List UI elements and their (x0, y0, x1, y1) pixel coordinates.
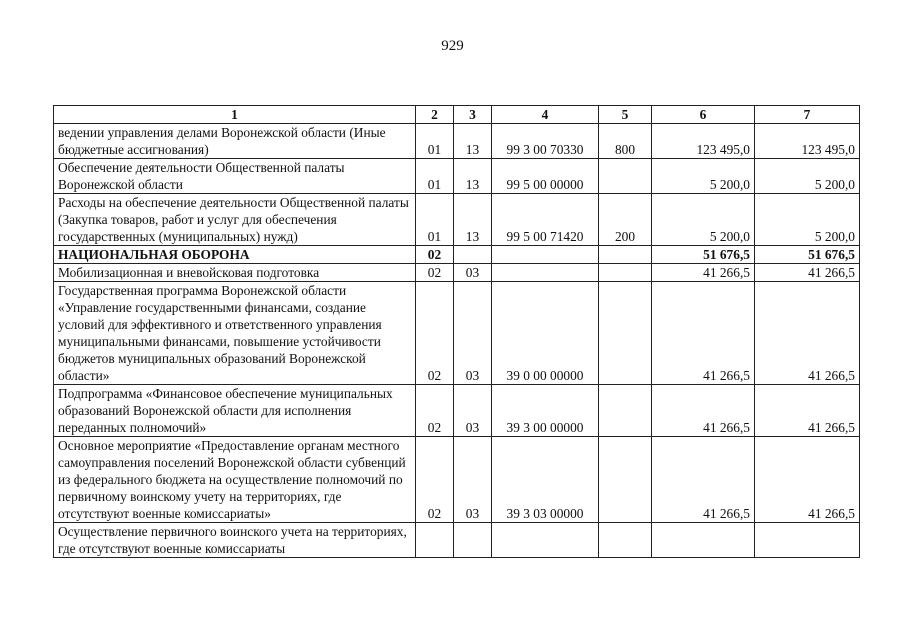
row-name: ведении управления делами Воронежской области (Иные бюджетные ассигнования) (54, 124, 416, 159)
row-expense-type (599, 246, 652, 264)
table-row (54, 159, 860, 194)
table-row (54, 264, 860, 282)
row-amount-2: 123 495,0 (755, 124, 860, 159)
row-expense-type (599, 437, 652, 523)
row-expense-type (599, 385, 652, 437)
row-amount-1: 41 266,5 (652, 437, 755, 523)
row-amount-2: 41 266,5 (755, 264, 860, 282)
row-section: 02 (416, 437, 454, 523)
table-row (54, 194, 860, 246)
row-amount-1: 5 200,0 (652, 159, 755, 194)
header-col-4: 4 (492, 106, 599, 124)
row-amount-1: 41 266,5 (652, 264, 755, 282)
row-target-article: 99 5 00 00000 (492, 159, 599, 194)
row-amount-2: 41 266,5 (755, 385, 860, 437)
row-expense-type (599, 159, 652, 194)
row-name: Обеспечение деятельности Общественной палаты Воронежской области (54, 159, 416, 194)
row-name: Мобилизационная и вневойсковая подготовка (54, 264, 416, 282)
row-amount-2: 41 266,5 (755, 437, 860, 523)
row-subsection: 13 (454, 194, 492, 246)
row-subsection: 03 (454, 264, 492, 282)
row-expense-type: 200 (599, 194, 652, 246)
row-subsection: 13 (454, 124, 492, 159)
row-name: Расходы на обеспечение деятельности Общественной палаты (Закупка товаров, работ и услуг для обеспечения государственных (муниципальных) нужд) (54, 194, 416, 246)
row-section (416, 523, 454, 558)
row-amount-1: 41 266,5 (652, 385, 755, 437)
row-subsection (454, 246, 492, 264)
row-expense-type (599, 282, 652, 385)
row-target-article: 39 3 03 00000 (492, 437, 599, 523)
budget-table (53, 105, 860, 558)
header-col-1: 1 (54, 106, 416, 124)
row-amount-2: 5 200,0 (755, 194, 860, 246)
row-name: Осуществление первичного воинского учета на территориях, где отсутствуют военные комиссариаты (54, 523, 416, 558)
row-amount-1: 5 200,0 (652, 194, 755, 246)
row-target-article: 39 0 00 00000 (492, 282, 599, 385)
row-section: 01 (416, 194, 454, 246)
row-subsection: 03 (454, 437, 492, 523)
row-target-article: 99 3 00 70330 (492, 124, 599, 159)
row-subsection: 03 (454, 282, 492, 385)
table-row-section-heading (54, 246, 860, 264)
row-amount-1: 123 495,0 (652, 124, 755, 159)
row-target-article (492, 246, 599, 264)
header-col-5: 5 (599, 106, 652, 124)
row-expense-type: 800 (599, 124, 652, 159)
row-target-article (492, 264, 599, 282)
header-col-7: 7 (755, 106, 860, 124)
row-section: 01 (416, 124, 454, 159)
header-col-6: 6 (652, 106, 755, 124)
row-section: 02 (416, 385, 454, 437)
row-subsection (454, 523, 492, 558)
table-row (54, 437, 860, 523)
table-row (54, 523, 860, 558)
row-amount-2: 41 266,5 (755, 282, 860, 385)
row-amount-2 (755, 523, 860, 558)
table-row (54, 385, 860, 437)
row-amount-2: 5 200,0 (755, 159, 860, 194)
row-subsection: 13 (454, 159, 492, 194)
header-row (54, 106, 860, 124)
row-section: 02 (416, 246, 454, 264)
page-number: 929 (441, 38, 464, 54)
row-amount-1: 41 266,5 (652, 282, 755, 385)
row-name: НАЦИОНАЛЬНАЯ ОБОРОНА (54, 246, 416, 264)
header-col-3: 3 (454, 106, 492, 124)
table-row (54, 124, 860, 159)
row-target-article: 99 5 00 71420 (492, 194, 599, 246)
row-target-article: 39 3 00 00000 (492, 385, 599, 437)
row-expense-type (599, 264, 652, 282)
row-amount-1 (652, 523, 755, 558)
row-section: 01 (416, 159, 454, 194)
row-amount-2: 51 676,5 (755, 246, 860, 264)
row-target-article (492, 523, 599, 558)
row-name: Государственная программа Воронежской области «Управление государственными финансами, создание условий для эффективного и ответственного управления муниципальными финансами, повышение устойчивости бюджетов муниципальных образований Воронежской области» (54, 282, 416, 385)
row-expense-type (599, 523, 652, 558)
row-subsection: 03 (454, 385, 492, 437)
table-row (54, 282, 860, 385)
row-name: Основное мероприятие «Предоставление органам местного самоуправления поселений Воронежской области субвенций из федерального бюджета на осуществление полномочий по первичному воинскому учету на территориях, где отсутствуют военные комиссариаты» (54, 437, 416, 523)
header-col-2: 2 (416, 106, 454, 124)
row-section: 02 (416, 282, 454, 385)
row-amount-1: 51 676,5 (652, 246, 755, 264)
row-name: Подпрограмма «Финансовое обеспечение муниципальных образований Воронежской области для исполнения переданных полномочий» (54, 385, 416, 437)
row-section: 02 (416, 264, 454, 282)
